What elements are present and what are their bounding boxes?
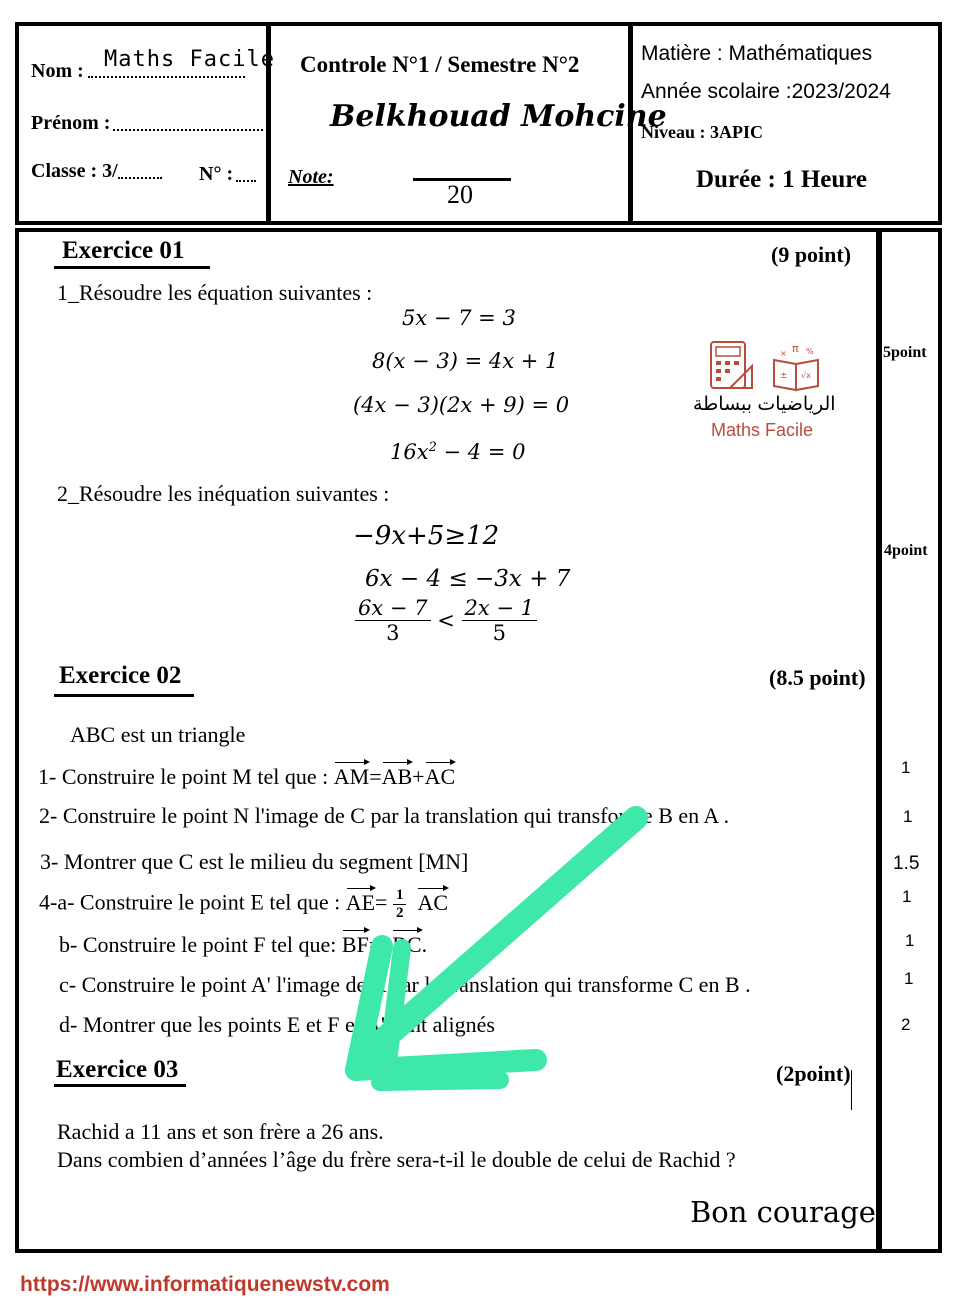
classe-label: Classe : 3/ — [31, 160, 118, 182]
ex1-q2: 2_Résoudre les inéquation suivantes : — [57, 481, 390, 506]
equation-3: (4x − 3)(2x + 9) = 0 — [353, 393, 570, 417]
score-q1: 1 — [901, 758, 911, 777]
ex2-q1: 1- Construire le point M tel que : AM=AB+AC — [38, 764, 456, 789]
ex3-points: (2point) — [776, 1061, 851, 1086]
prenom-label: Prénom : — [31, 112, 111, 134]
inequation-3: $\frac{6x - 7}{3}$ < $\frac{2x - 1}{5}$ — [355, 596, 537, 645]
ex1-points: (9 point) — [771, 242, 852, 267]
ex2-q3: 3- Montrer que C est le milieu du segment [MN] — [40, 849, 469, 874]
ex2-q4a: 4-a- Construire le point E tel que : AE= $\frac{1}{2}$ AC — [39, 887, 449, 921]
inequation-2: 6x − 4 ≤ −3x + 7 — [365, 566, 571, 592]
margin-4point: 4point — [884, 542, 928, 559]
annee-scolaire: Année scolaire :2023/2024 — [641, 80, 891, 103]
ex2-q4d: d- Montrer que les points E et F et A' sont alignés — [59, 1012, 495, 1037]
equation-1: 5x − 7 = 3 — [402, 306, 516, 330]
equation-4: $16x^2 - 4 = 0$ — [390, 440, 526, 464]
nom-label: Nom : — [31, 60, 84, 82]
ex1-title: Exercice 01 — [62, 237, 185, 264]
ex2-title: Exercice 02 — [59, 662, 182, 689]
score-q4b: 1 — [905, 931, 915, 950]
exam-title: Controle N°1 / Semestre N°2 — [300, 52, 580, 77]
ex2-q2: 2- Construire le point N l'image de C par la translation qui transforme B en A . — [39, 803, 730, 828]
svg-text:π: π — [792, 342, 799, 355]
score-q4a: 1 — [902, 887, 912, 906]
inequation-1: −9x+5≥12 — [353, 521, 500, 551]
score-q4c: 1 — [904, 969, 914, 988]
score-q2: 1 — [903, 807, 913, 826]
closing-text: Bon courage — [690, 1195, 876, 1229]
ex1-q1: 1_Résoudre les équation suivantes : — [57, 280, 373, 305]
duree: Durée : 1 Heure — [696, 166, 868, 193]
note-label: Note: — [288, 166, 334, 188]
svg-text:±: ± — [780, 371, 788, 381]
svg-text:√x: √x — [801, 371, 811, 380]
niveau: Niveau : 3APIC — [641, 122, 763, 142]
nom-value: Maths Facile — [104, 47, 275, 72]
ex2-q4b: b- Construire le point F tel que: BF=2BC. — [59, 932, 428, 957]
logo-arabic: الرياضيات ببساطة — [693, 394, 836, 415]
score-q3: 1.5 — [893, 853, 920, 874]
teacher-signature: Belkhouad Mohcine — [330, 99, 667, 134]
score-q4d: 2 — [901, 1015, 911, 1034]
matiere: Matière : Mathématiques — [641, 42, 873, 65]
logo-latin: Maths Facile — [711, 420, 814, 440]
ex2-points: (8.5 point) — [769, 665, 866, 690]
ex3-line1: Rachid a 11 ans et son frère a 26 ans. — [57, 1119, 384, 1144]
ex2-q4c: c- Construire le point A' l'image de A par la translation qui transforme C en B . — [59, 972, 751, 997]
ex3-line2: Dans combien d’années l’âge du frère sera-t-il le double de celui de Rachid ? — [57, 1147, 736, 1172]
ex3-title: Exercice 03 — [56, 1056, 179, 1083]
ex2-intro: ABC est un triangle — [70, 722, 246, 747]
margin-5point: 5point — [883, 344, 927, 361]
note-total: 20 — [447, 180, 473, 209]
equation-2: 8(x − 3) = 4x + 1 — [372, 349, 559, 373]
source-url[interactable]: https://www.informatiquenewstv.com — [20, 1273, 390, 1296]
svg-text:×: × — [780, 349, 787, 358]
svg-text:%: % — [806, 347, 814, 356]
numero-label: N° : — [199, 163, 234, 185]
